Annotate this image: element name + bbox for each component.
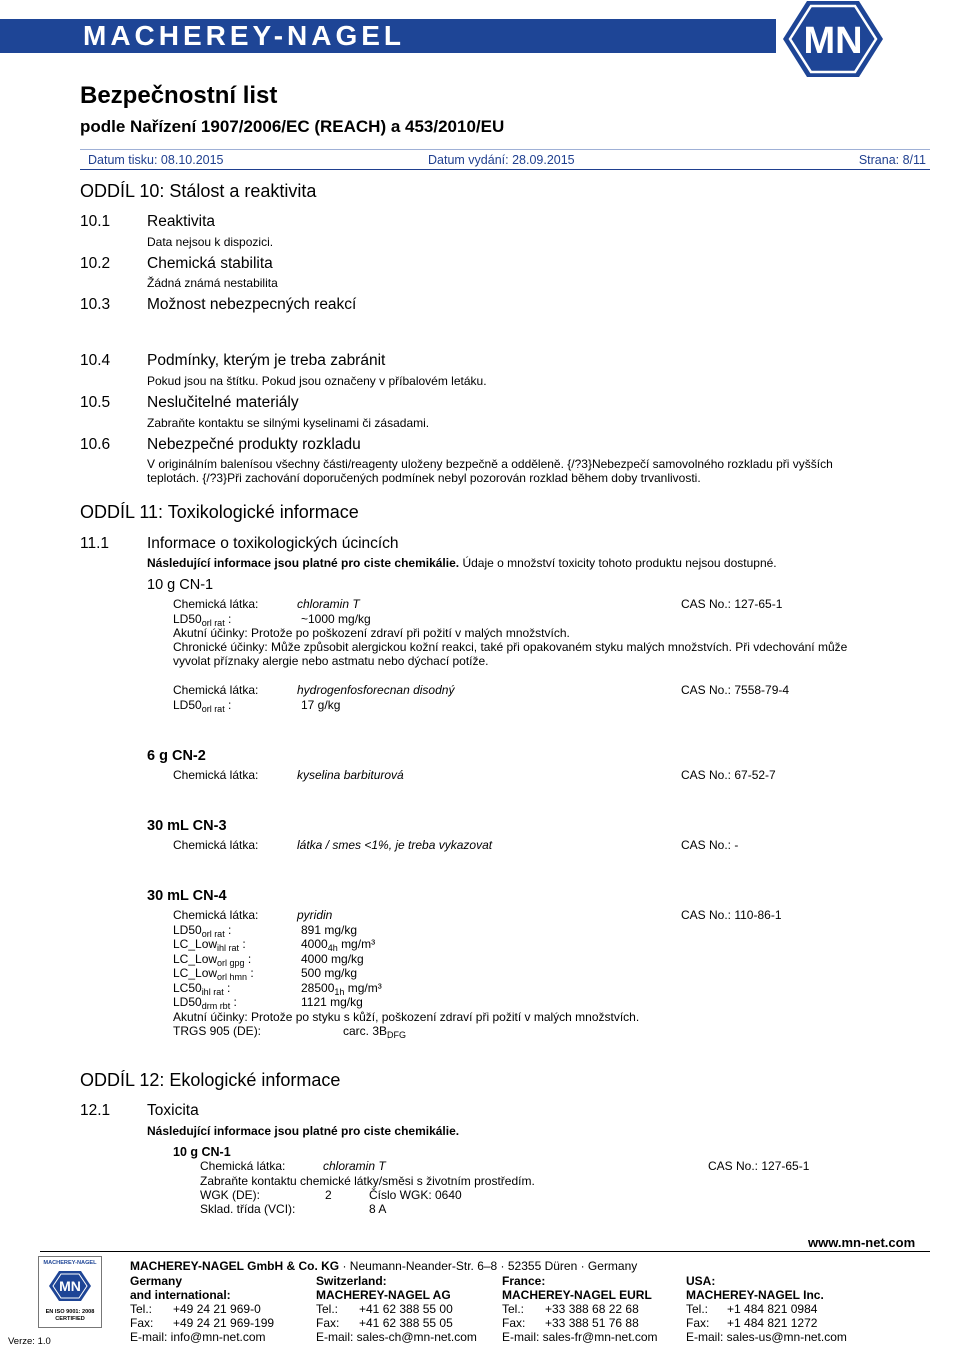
page-number: Strana: 8/11 xyxy=(858,153,926,167)
subsection-number: 10.3 xyxy=(80,296,111,313)
iso-certified-logo-icon xyxy=(38,1256,102,1328)
tox-sep: : xyxy=(250,966,254,980)
tox-sep: : xyxy=(242,937,246,951)
tox-sep: : xyxy=(247,952,252,966)
brand-bar xyxy=(0,19,776,53)
mn-logo-icon xyxy=(781,0,885,78)
office-email[interactable]: E-mail: sales-fr@mn-net.com xyxy=(502,1330,658,1344)
tel-label: Tel.: xyxy=(502,1302,525,1316)
subsection-number: 10.5 xyxy=(80,394,111,411)
subsection-number: 10.2 xyxy=(80,255,111,272)
subsection-number: 10.4 xyxy=(80,352,111,369)
subsection-title: Informace o toxikologických úcincích xyxy=(147,535,399,552)
tox-value: 17 g/kg xyxy=(301,698,341,712)
cas-number: CAS No.: 127-65-1 xyxy=(708,1159,810,1173)
section-12-title: ODDÍL 12: Ekologické informace xyxy=(80,1070,341,1090)
effects-text: vyvolat příznaky alergie nebo astmatu nebo dýchací potíže. xyxy=(173,654,489,668)
tox-note-bold: Následující informace jsou platné pro ciste chemikálie. xyxy=(147,556,460,570)
subsection-text: Data nejsou k dispozici. xyxy=(147,235,274,249)
tel-label: Tel.: xyxy=(130,1302,153,1316)
subsection-title: Reaktivita xyxy=(147,213,216,230)
subsection-text: V originálním balenísou všechny části/reagenty uloženy bezpečně a odděleně. {/?3}Nebezpečí samovolného rozkladu při vyšších xyxy=(147,457,833,471)
tox-value-duration: 4h xyxy=(327,943,338,953)
fax-label: Fax: xyxy=(316,1316,340,1330)
header-rule-bottom xyxy=(80,169,930,170)
tox-value: 4000 mg/kg xyxy=(301,952,364,966)
substance-label: Chemická látka: xyxy=(173,683,259,697)
tox-type: LC_Low xyxy=(173,937,218,951)
office-heading: Switzerland: xyxy=(316,1274,387,1288)
storage-label: Sklad. třída (VCI): xyxy=(200,1202,296,1216)
tox-measure xyxy=(173,981,230,995)
regulation-label: TRGS 905 (DE): xyxy=(173,1024,262,1038)
tox-sep: : xyxy=(227,981,231,995)
wgk-value: 2 xyxy=(325,1188,332,1202)
subsection-number: 11.1 xyxy=(80,535,110,552)
substance-label: Chemická látka: xyxy=(173,597,259,611)
tox-sep: : xyxy=(228,923,232,937)
subsection-text: teplotách. {/?3}Při zachování doporučených podmínek nebyl pozorován rozklad během doby trvanlivosti. xyxy=(147,471,701,485)
regulation-class: carc. 3B xyxy=(343,1024,388,1038)
substance-name: hydrogenfosforecnan disodný xyxy=(297,683,455,697)
office-subheading: MACHEREY-NAGEL Inc. xyxy=(686,1288,824,1302)
website-link[interactable]: www.mn-net.com xyxy=(808,1235,916,1250)
subsection-title: Toxicita xyxy=(147,1102,199,1119)
tox-value: 500 mg/kg xyxy=(301,966,358,980)
tox-type: LD50 xyxy=(173,698,202,712)
effects-text: Akutní účinky: Protože po poškození zdraví při požití v malých množstvích. xyxy=(173,626,570,640)
office-fax: +49 24 21 969-199 xyxy=(173,1316,275,1330)
effects-text: Chronické účinky: Může způsobit alergickou kožní reakci, také při opakovaném styku malých množstvích. Při vdechování může xyxy=(173,640,848,654)
version-label: Verze: 1.0 xyxy=(8,1336,51,1347)
substance-label: Chemická látka: xyxy=(173,768,259,782)
substance-name: pyridin xyxy=(297,908,333,922)
footer-rule xyxy=(40,1251,930,1252)
tox-type: LD50 xyxy=(173,923,202,937)
tox-measure xyxy=(173,937,246,951)
office-heading: USA: xyxy=(686,1274,716,1288)
subsection-title: Podmínky, kterým je treba zabránit xyxy=(147,352,386,369)
tox-sep: : xyxy=(228,612,232,626)
tox-value xyxy=(301,981,382,995)
tox-measure xyxy=(173,923,231,937)
office-fax: +1 484 821 1272 xyxy=(727,1316,818,1330)
tox-type: LD50 xyxy=(173,995,202,1009)
tox-route: orl hmn xyxy=(217,972,248,982)
cas-number: CAS No.: 110-86-1 xyxy=(681,908,782,922)
tox-value: 891 mg/kg xyxy=(301,923,358,937)
office-fax: +41 62 388 55 05 xyxy=(359,1316,453,1330)
tox-value-unit: mg/m³ xyxy=(341,937,376,951)
subsection-title: Nebezpečné produkty rozkladu xyxy=(147,436,361,453)
substance-name: chloramin T xyxy=(323,1159,386,1173)
component-name: 10 g CN-1 xyxy=(147,577,214,593)
office-heading: France: xyxy=(502,1274,546,1288)
tox-measure xyxy=(173,698,231,712)
substance-label: Chemická látka: xyxy=(173,908,259,922)
office-subheading: and international: xyxy=(130,1288,231,1302)
issue-date: Datum vydání: 28.09.2015 xyxy=(428,153,575,167)
tox-value: ~1000 mg/kg xyxy=(301,612,371,626)
fax-label: Fax: xyxy=(502,1316,526,1330)
subsection-text: Žádná známá nestabilita xyxy=(147,276,278,290)
office-tel: +49 24 21 969-0 xyxy=(173,1302,261,1316)
eco-text: Zabraňte kontaktu chemické látky/směsi s životním prostředím. xyxy=(200,1174,535,1188)
regulation-source: DFG xyxy=(387,1030,407,1040)
component-name: 10 g CN-1 xyxy=(173,1145,231,1159)
office-email[interactable]: E-mail: info@mn-net.com xyxy=(130,1330,266,1344)
subsection-text: Pokud jsou na štítku. Pokud jsou označeny v příbalovém letáku. xyxy=(147,374,487,388)
document-subtitle: podle Nařízení 1907/2006/EC (REACH) a 453/2010/EU xyxy=(80,117,505,136)
cert-brand: MACHEREY-NAGEL xyxy=(43,1260,97,1266)
cert-logo-text: MN xyxy=(59,1278,81,1294)
tox-measure xyxy=(173,952,251,966)
tox-value-number: 28500 xyxy=(301,981,335,995)
tox-measure xyxy=(173,966,254,980)
tox-route: drm rbt xyxy=(201,1001,231,1011)
tox-type: LC_Low xyxy=(173,966,218,980)
office-tel: +41 62 388 55 00 xyxy=(359,1302,453,1316)
cas-number: CAS No.: 127-65-1 xyxy=(681,597,783,611)
office-subheading: MACHEREY-NAGEL EURL xyxy=(502,1288,652,1302)
tox-note xyxy=(147,556,777,570)
office-heading: Germany xyxy=(130,1274,183,1288)
subsection-number: 12.1 xyxy=(80,1102,111,1119)
tox-route: orl rat xyxy=(201,618,225,628)
tel-label: Tel.: xyxy=(686,1302,709,1316)
tox-type: LC50 xyxy=(173,981,202,995)
tox-sep: : xyxy=(228,698,232,712)
substance-name: chloramin T xyxy=(297,597,360,611)
subsection-number: 10.6 xyxy=(80,436,111,453)
subsection-title: Chemická stabilita xyxy=(147,255,273,272)
header-rule-top xyxy=(80,149,930,150)
component-name: 30 mL CN-3 xyxy=(147,818,227,834)
logo-text: MN xyxy=(803,20,863,62)
office-fax: +33 388 51 76 88 xyxy=(545,1316,639,1330)
substance-name: látka / smes <1%, je treba vykazovat xyxy=(297,838,493,852)
wgk-number: Číslo WGK: 0640 xyxy=(369,1188,462,1202)
tox-sep: : xyxy=(233,995,237,1009)
fax-label: Fax: xyxy=(130,1316,154,1330)
tox-value: 1121 mg/kg xyxy=(301,995,363,1009)
office-tel: +33 388 68 22 68 xyxy=(545,1302,639,1316)
cas-number: CAS No.: 7558-79-4 xyxy=(681,683,790,697)
storage-value: 8 A xyxy=(369,1202,387,1216)
subsection-title: Neslučitelné materiály xyxy=(147,394,299,411)
eco-note: Následující informace jsou platné pro ciste chemikálie. xyxy=(147,1124,460,1138)
tox-type: LC_Low xyxy=(173,952,218,966)
subsection-title: Možnost nebezpecných reakcí xyxy=(147,296,357,313)
regulation-value xyxy=(343,1024,406,1038)
wgk-label: WGK (DE): xyxy=(200,1188,260,1202)
fax-label: Fax: xyxy=(686,1316,710,1330)
tox-value-number: 4000 xyxy=(301,937,328,951)
company-name: MACHEREY-NAGEL GmbH & Co. KG xyxy=(130,1259,340,1273)
company-line xyxy=(130,1259,637,1273)
office-tel: +1 484 821 0984 xyxy=(727,1302,818,1316)
subsection-number: 10.1 xyxy=(80,213,111,230)
company-address: · Neumann-Neander-Str. 6–8 · 52355 Düren · Germany xyxy=(342,1259,638,1273)
tox-measure xyxy=(173,995,237,1009)
subsection-text: Zabraňte kontaktu se silnými kyselinami či zásadami. xyxy=(147,416,430,430)
print-date: Datum tisku: 08.10.2015 xyxy=(88,153,224,167)
substance-label: Chemická látka: xyxy=(173,838,259,852)
substance-label: Chemická látka: xyxy=(200,1159,286,1173)
document-title: Bezpečnostní list xyxy=(80,82,278,109)
cas-number: CAS No.: 67-52-7 xyxy=(681,768,776,782)
substance-name: kyselina barbiturová xyxy=(297,768,404,782)
tox-route: ihl rat xyxy=(201,987,224,997)
cert-status: CERTIFIED xyxy=(55,1316,85,1322)
tox-value-unit: mg/m³ xyxy=(347,981,382,995)
section-11-title: ODDÍL 11: Toxikologické informace xyxy=(80,502,359,522)
tel-label: Tel.: xyxy=(316,1302,339,1316)
tox-value xyxy=(301,937,375,951)
tox-route: orl gpg xyxy=(217,958,245,968)
tox-route: orl rat xyxy=(201,929,225,939)
section-10-title: ODDÍL 10: Stálost a reaktivita xyxy=(80,181,317,201)
office-email[interactable]: E-mail: sales-us@mn-net.com xyxy=(686,1330,847,1344)
tox-route: ihl rat xyxy=(217,943,240,953)
component-name: 6 g CN-2 xyxy=(147,748,206,764)
brand-name: MACHEREY-NAGEL xyxy=(83,20,406,51)
tox-type: LD50 xyxy=(173,612,202,626)
office-subheading: MACHEREY-NAGEL AG xyxy=(316,1288,451,1302)
office-email[interactable]: E-mail: sales-ch@mn-net.com xyxy=(316,1330,477,1344)
tox-measure xyxy=(173,612,231,626)
effects-text: Akutní účinky: Protože po styku s kůží, poškození zdraví při požití v malých množstvích. xyxy=(173,1010,640,1024)
cas-number: CAS No.: - xyxy=(681,838,739,852)
tox-value-duration: 1h xyxy=(334,987,345,997)
tox-note-text: Údaje o množství toxicity tohoto produktu nejsou dostupné. xyxy=(462,556,777,570)
tox-route: orl rat xyxy=(201,704,225,714)
component-name: 30 mL CN-4 xyxy=(147,888,227,904)
cert-standard: EN ISO 9001: 2008 xyxy=(45,1309,95,1315)
